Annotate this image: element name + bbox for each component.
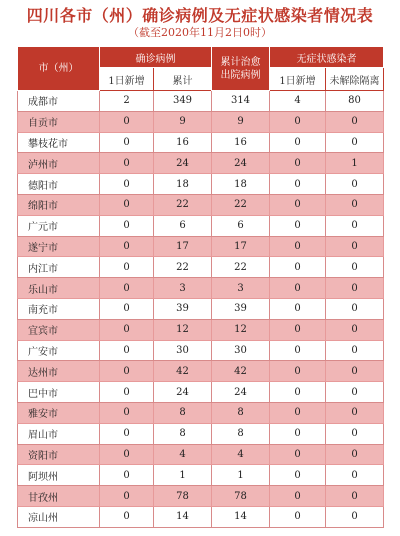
cell-city: 阿坝州: [18, 465, 100, 486]
cell-new-daily: 0: [100, 402, 154, 423]
cell-cumulative: 30: [154, 340, 212, 361]
cell-city: 眉山市: [18, 423, 100, 444]
cases-table: [17, 46, 384, 528]
cell-asym-unreleased: 0: [326, 444, 384, 465]
table-row: [18, 174, 384, 195]
cell-recovered: 314: [212, 91, 270, 112]
cell-asym-unreleased: 0: [326, 257, 384, 278]
cell-new-daily: 0: [100, 111, 154, 132]
cell-cumulative: 1: [154, 465, 212, 486]
table-body: [18, 91, 384, 528]
cell-city: 成都市: [18, 91, 100, 112]
cell-asym-unreleased: 0: [326, 298, 384, 319]
table-row: [18, 506, 384, 527]
table-row: [18, 486, 384, 507]
cell-city: 内江市: [18, 257, 100, 278]
cell-asym-new-daily: 0: [270, 402, 326, 423]
cell-cumulative: 24: [154, 382, 212, 403]
cell-asym-unreleased: 0: [326, 423, 384, 444]
cell-new-daily: 0: [100, 194, 154, 215]
cell-cumulative: 42: [154, 361, 212, 382]
cell-new-daily: 0: [100, 486, 154, 507]
header-asym-new-daily: 1日新增: [270, 68, 326, 91]
cell-asym-unreleased: 80: [326, 91, 384, 112]
table-row: [18, 278, 384, 299]
cell-recovered: 12: [212, 319, 270, 340]
page-title: 四川各市（州）确诊病例及无症状感染者情况表: [26, 6, 374, 25]
table-row: [18, 153, 384, 174]
cell-city: 达州市: [18, 361, 100, 382]
cell-asym-new-daily: 0: [270, 361, 326, 382]
cell-cumulative: 14: [154, 506, 212, 527]
cell-city: 德阳市: [18, 174, 100, 195]
table-row: [18, 194, 384, 215]
table-row: [18, 298, 384, 319]
cell-asym-unreleased: 0: [326, 215, 384, 236]
header-asymptomatic-group: 无症状感染者: [270, 47, 384, 68]
cell-city: 雅安市: [18, 402, 100, 423]
cell-cumulative: 8: [154, 402, 212, 423]
cell-city: 遂宁市: [18, 236, 100, 257]
table-header: [18, 47, 384, 91]
cell-asym-new-daily: 0: [270, 298, 326, 319]
header-cumulative: 累计: [154, 68, 212, 91]
cell-recovered: 1: [212, 465, 270, 486]
cell-new-daily: 0: [100, 215, 154, 236]
table-row: [18, 423, 384, 444]
cell-asym-new-daily: 0: [270, 194, 326, 215]
cell-asym-unreleased: 0: [326, 382, 384, 403]
cell-recovered: 17: [212, 236, 270, 257]
cell-cumulative: 78: [154, 486, 212, 507]
cell-asym-new-daily: 0: [270, 486, 326, 507]
cell-new-daily: 0: [100, 132, 154, 153]
header-new-daily: 1日新增: [100, 68, 154, 91]
cell-asym-new-daily: 0: [270, 382, 326, 403]
cell-city: 广元市: [18, 215, 100, 236]
cell-recovered: 8: [212, 423, 270, 444]
cell-new-daily: 0: [100, 382, 154, 403]
cell-new-daily: 0: [100, 423, 154, 444]
cell-asym-new-daily: 0: [270, 319, 326, 340]
cell-new-daily: 0: [100, 361, 154, 382]
cell-recovered: 22: [212, 257, 270, 278]
cell-city: 宜宾市: [18, 319, 100, 340]
cell-recovered: 9: [212, 111, 270, 132]
page-subtitle: （截至2020年11月2日0时）: [128, 26, 272, 39]
cell-cumulative: 18: [154, 174, 212, 195]
cell-new-daily: 2: [100, 91, 154, 112]
cell-new-daily: 0: [100, 153, 154, 174]
table-row: [18, 465, 384, 486]
cell-city: 攀枝花市: [18, 132, 100, 153]
cell-new-daily: 0: [100, 506, 154, 527]
cell-cumulative: 8: [154, 423, 212, 444]
table-row: [18, 236, 384, 257]
cell-recovered: 8: [212, 402, 270, 423]
cell-new-daily: 0: [100, 257, 154, 278]
cell-new-daily: 0: [100, 278, 154, 299]
cell-asym-new-daily: 0: [270, 278, 326, 299]
cell-city: 南充市: [18, 298, 100, 319]
cell-recovered: 4: [212, 444, 270, 465]
cell-asym-new-daily: 0: [270, 153, 326, 174]
cell-asym-new-daily: 0: [270, 423, 326, 444]
table-row: [18, 91, 384, 112]
cell-city: 资阳市: [18, 444, 100, 465]
table-row: [18, 382, 384, 403]
cell-asym-unreleased: 0: [326, 402, 384, 423]
cell-recovered: 42: [212, 361, 270, 382]
cell-cumulative: 22: [154, 257, 212, 278]
cell-asym-unreleased: 0: [326, 111, 384, 132]
cell-asym-new-daily: 0: [270, 111, 326, 132]
header-recovered: 累计治愈出院病例: [212, 47, 270, 91]
cell-recovered: 14: [212, 506, 270, 527]
cell-new-daily: 0: [100, 319, 154, 340]
cell-city: 泸州市: [18, 153, 100, 174]
cell-recovered: 24: [212, 382, 270, 403]
cell-asym-new-daily: 0: [270, 236, 326, 257]
cell-cumulative: 22: [154, 194, 212, 215]
cell-city: 乐山市: [18, 278, 100, 299]
cell-recovered: 18: [212, 174, 270, 195]
table-row: [18, 257, 384, 278]
header-asym-unreleased: 未解除隔离: [326, 68, 384, 91]
cell-asym-new-daily: 0: [270, 132, 326, 153]
cell-cumulative: 12: [154, 319, 212, 340]
cell-asym-unreleased: 0: [326, 340, 384, 361]
cell-asym-unreleased: 0: [326, 236, 384, 257]
cell-cumulative: 39: [154, 298, 212, 319]
cell-asym-unreleased: 0: [326, 465, 384, 486]
table-row: [18, 132, 384, 153]
cell-new-daily: 0: [100, 174, 154, 195]
cell-asym-unreleased: 0: [326, 174, 384, 195]
cell-city: 甘孜州: [18, 486, 100, 507]
cell-recovered: 3: [212, 278, 270, 299]
cell-asym-new-daily: 0: [270, 506, 326, 527]
header-confirmed-group: 确诊病例: [100, 47, 212, 68]
cell-new-daily: 0: [100, 444, 154, 465]
cell-city: 凉山州: [18, 506, 100, 527]
cell-recovered: 22: [212, 194, 270, 215]
table-row: [18, 402, 384, 423]
cell-recovered: 78: [212, 486, 270, 507]
cell-asym-unreleased: 0: [326, 278, 384, 299]
cell-recovered: 30: [212, 340, 270, 361]
cell-asym-unreleased: 0: [326, 194, 384, 215]
cell-recovered: 16: [212, 132, 270, 153]
cell-asym-new-daily: 0: [270, 215, 326, 236]
table-row: [18, 361, 384, 382]
cell-asym-new-daily: 0: [270, 340, 326, 361]
cell-city: 绵阳市: [18, 194, 100, 215]
cell-asym-unreleased: 0: [326, 319, 384, 340]
cell-city: 巴中市: [18, 382, 100, 403]
table-row: [18, 215, 384, 236]
cell-asym-unreleased: 0: [326, 361, 384, 382]
cell-asym-new-daily: 0: [270, 257, 326, 278]
cell-new-daily: 0: [100, 340, 154, 361]
cell-cumulative: 349: [154, 91, 212, 112]
cell-new-daily: 0: [100, 465, 154, 486]
cell-cumulative: 17: [154, 236, 212, 257]
cell-city: 广安市: [18, 340, 100, 361]
cell-recovered: 6: [212, 215, 270, 236]
cell-asym-new-daily: 0: [270, 444, 326, 465]
cell-asym-new-daily: 4: [270, 91, 326, 112]
cell-new-daily: 0: [100, 298, 154, 319]
table-row: [18, 340, 384, 361]
header-city: 市（州）: [18, 47, 100, 91]
cell-recovered: 24: [212, 153, 270, 174]
cell-asym-new-daily: 0: [270, 465, 326, 486]
cell-cumulative: 3: [154, 278, 212, 299]
cell-cumulative: 24: [154, 153, 212, 174]
table-row: [18, 111, 384, 132]
cell-asym-unreleased: 0: [326, 132, 384, 153]
cell-cumulative: 9: [154, 111, 212, 132]
cell-asym-unreleased: 1: [326, 153, 384, 174]
cell-asym-new-daily: 0: [270, 174, 326, 195]
cell-city: 自贡市: [18, 111, 100, 132]
cell-cumulative: 6: [154, 215, 212, 236]
cell-recovered: 39: [212, 298, 270, 319]
cell-cumulative: 16: [154, 132, 212, 153]
cell-cumulative: 4: [154, 444, 212, 465]
cell-asym-unreleased: 0: [326, 506, 384, 527]
table-row: [18, 319, 384, 340]
cell-new-daily: 0: [100, 236, 154, 257]
table-row: [18, 444, 384, 465]
cell-asym-unreleased: 0: [326, 486, 384, 507]
